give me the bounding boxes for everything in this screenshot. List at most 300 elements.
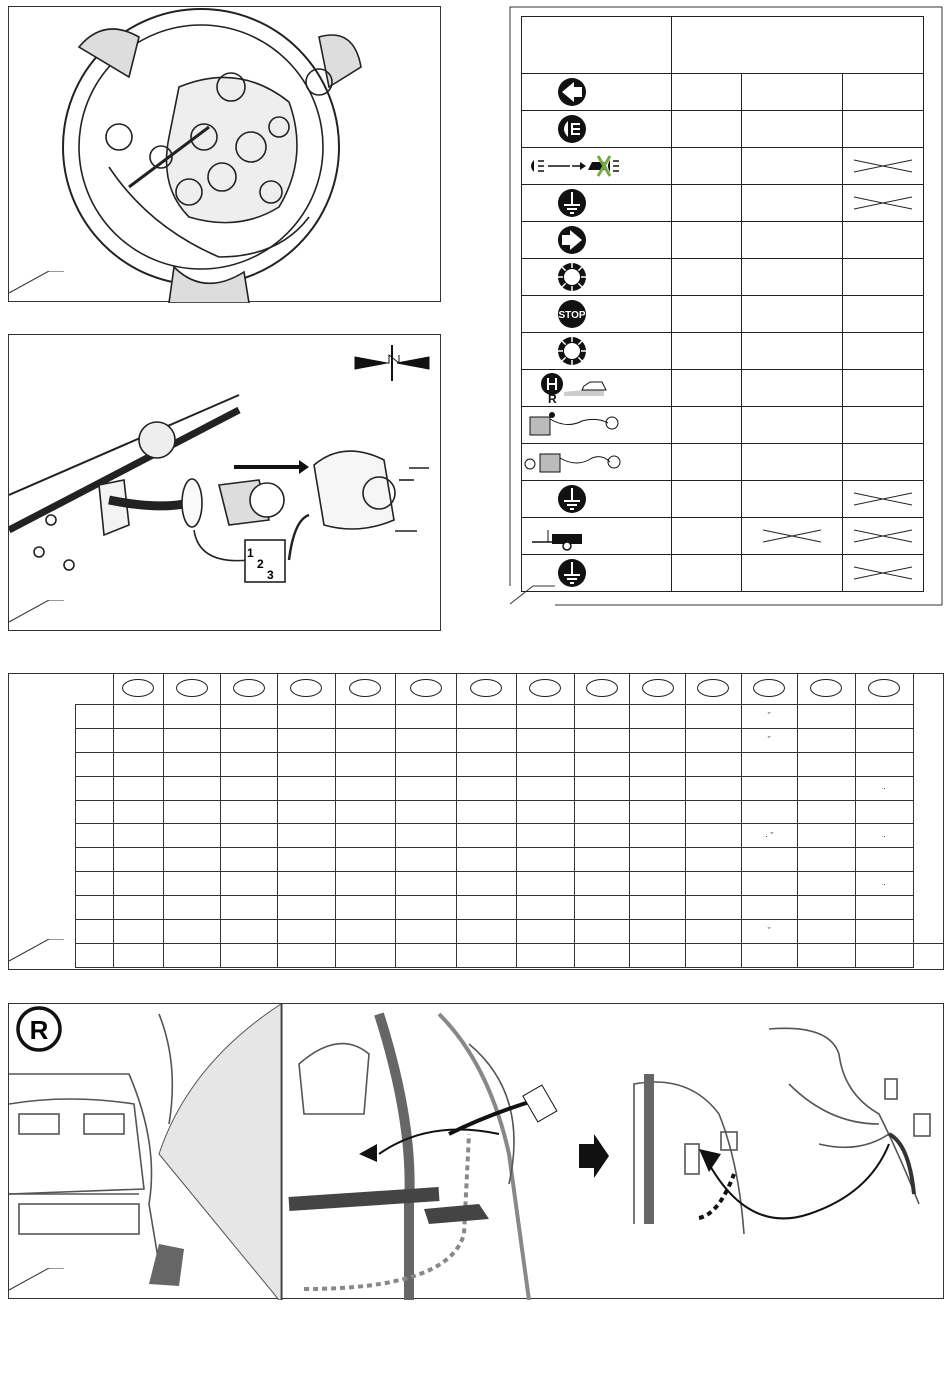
grid-cell	[114, 776, 163, 800]
grid-cell	[686, 848, 741, 872]
grid-cell	[913, 943, 943, 967]
grid-cell	[277, 728, 335, 752]
wiring-cell	[843, 259, 924, 296]
wiring-cell	[742, 148, 843, 185]
pin-oval	[470, 679, 502, 697]
wiring-cell	[843, 222, 924, 259]
grid-cell	[395, 920, 456, 944]
grid-cell	[163, 800, 220, 824]
grid-cell	[575, 896, 630, 920]
grid-row	[76, 896, 944, 920]
grid-cell	[630, 752, 686, 776]
grid-cell	[114, 896, 163, 920]
right-indicator-icon	[522, 224, 622, 256]
wiring-cell	[742, 185, 843, 222]
grid-cell	[395, 943, 456, 967]
grid-cell	[456, 705, 516, 729]
trailer-detection-icon	[522, 520, 622, 552]
grid-cell	[913, 705, 943, 729]
pin-oval	[753, 679, 785, 697]
grid-cell	[114, 848, 163, 872]
grid-cell	[456, 896, 516, 920]
grid-cell	[797, 943, 855, 967]
grid-header	[76, 674, 944, 705]
not-connected-cross	[852, 156, 914, 176]
wiring-cell	[843, 518, 924, 555]
grid-cell	[575, 920, 630, 944]
wiring-cell	[672, 481, 742, 518]
grid-cell	[797, 800, 855, 824]
pin-oval	[868, 679, 900, 697]
grid-cell	[575, 848, 630, 872]
grid-cell	[395, 705, 456, 729]
grid-cell	[913, 752, 943, 776]
grid-cell	[76, 705, 114, 729]
grid-cell	[686, 752, 741, 776]
grid-cell	[855, 848, 913, 872]
grid-cell	[630, 920, 686, 944]
svg-text:STOP: STOP	[558, 310, 586, 321]
wiring-cell	[843, 370, 924, 407]
grid-cell	[395, 728, 456, 752]
grid-cell	[575, 728, 630, 752]
grid-cell	[741, 920, 797, 944]
wiring-cell	[672, 555, 742, 592]
grid-cell	[630, 728, 686, 752]
wiring-cell	[843, 444, 924, 481]
grid-tick: ·	[882, 878, 886, 889]
grid-cell	[76, 824, 114, 848]
grid-cell	[335, 800, 395, 824]
grid-cell	[220, 800, 277, 824]
grid-cell	[395, 848, 456, 872]
grid-cell	[456, 728, 516, 752]
wiring-cell	[742, 481, 843, 518]
grid-cell	[335, 776, 395, 800]
grid-cell	[741, 752, 797, 776]
grid-cell	[686, 776, 741, 800]
battery-permanent-plus-icon	[522, 409, 622, 441]
grid-tick: · ˇ	[764, 830, 774, 841]
grid-cell	[630, 943, 686, 967]
grid-cell	[395, 776, 456, 800]
grid-cell	[686, 800, 741, 824]
grid-cell	[741, 824, 797, 848]
grid-cell	[855, 728, 913, 752]
socket-face-panel	[8, 6, 441, 302]
not-connected-cross	[852, 193, 914, 213]
not-connected-cross	[761, 526, 823, 546]
grid-cell	[277, 872, 335, 896]
wiring-table-panel	[505, 6, 943, 606]
pin-oval	[642, 679, 674, 697]
fog-light-cutoff-icon	[522, 150, 622, 182]
wiring-cell	[672, 74, 742, 111]
wiring-cell	[742, 370, 843, 407]
grid-cell	[456, 943, 516, 967]
wiring-cell	[843, 555, 924, 592]
vehicle-install-panel	[8, 1003, 944, 1299]
pin-oval	[290, 679, 322, 697]
grid-tick: ·	[882, 830, 886, 841]
wiring-cell	[843, 481, 924, 518]
right-tail-light-icon	[522, 261, 622, 293]
wiring-cell	[742, 74, 843, 111]
grid-cell	[456, 920, 516, 944]
grid-cell	[855, 800, 913, 824]
grid-cell	[335, 728, 395, 752]
grid-cell	[76, 752, 114, 776]
grid-tick: ·	[882, 783, 886, 794]
grid-cell	[163, 943, 220, 967]
grid-cell	[686, 824, 741, 848]
grid-cell	[220, 728, 277, 752]
grid-cell	[855, 776, 913, 800]
grid-cell	[797, 872, 855, 896]
not-connected-cross	[852, 489, 914, 509]
wiring-row	[522, 518, 924, 555]
grid-cell	[456, 848, 516, 872]
grid-cell	[220, 824, 277, 848]
grid-cell	[855, 752, 913, 776]
grid-cell	[855, 824, 913, 848]
wiring-cell	[742, 444, 843, 481]
grid-cell	[797, 705, 855, 729]
grid-cell	[76, 872, 114, 896]
wiring-cell	[672, 222, 742, 259]
wiring-cell	[843, 74, 924, 111]
grid-cell	[913, 896, 943, 920]
wiring-row	[522, 407, 924, 444]
grid-cell	[686, 872, 741, 896]
registered-letter: R	[29, 1015, 49, 1045]
grid-cell	[855, 896, 913, 920]
pin-oval	[122, 679, 154, 697]
wiring-cell	[742, 111, 843, 148]
pin-label-2: 2	[257, 557, 264, 571]
wiring-cell	[672, 148, 742, 185]
assembly-illustration	[9, 335, 442, 632]
grid-cell	[516, 776, 574, 800]
grid-cell	[686, 728, 741, 752]
assembly-panel	[8, 334, 441, 631]
pin-oval	[697, 679, 729, 697]
grid-row	[76, 705, 944, 729]
grid-cell	[220, 943, 277, 967]
grid-cell	[686, 920, 741, 944]
grid-row	[76, 824, 944, 848]
grid-row	[76, 943, 944, 967]
grid-cell	[516, 800, 574, 824]
grid-cell	[277, 705, 335, 729]
grid-cell	[855, 872, 913, 896]
wiring-row	[522, 555, 924, 592]
grid-cell	[741, 896, 797, 920]
grid-cell	[741, 848, 797, 872]
grid-cell	[277, 943, 335, 967]
grid-cell	[220, 872, 277, 896]
wiring-cell	[672, 518, 742, 555]
wiring-row	[522, 481, 924, 518]
wiring-cell	[742, 259, 843, 296]
grid-cell	[163, 848, 220, 872]
grid-cell	[220, 752, 277, 776]
grid-row	[76, 848, 944, 872]
grid-cell	[575, 705, 630, 729]
grid-cell	[76, 728, 114, 752]
grid-cell	[220, 920, 277, 944]
grid-cell	[335, 705, 395, 729]
grid-cell	[277, 920, 335, 944]
grid-cell	[220, 848, 277, 872]
grid-cell	[114, 752, 163, 776]
grid-cell	[76, 848, 114, 872]
wiring-cell	[843, 296, 924, 333]
pin-oval	[529, 679, 561, 697]
grid-row	[76, 776, 944, 800]
reverse-light-icon	[522, 372, 622, 404]
grid-cell	[741, 776, 797, 800]
grid-cell	[456, 824, 516, 848]
corner-mark	[9, 271, 64, 301]
not-connected-cross	[852, 526, 914, 546]
wiring-cell	[672, 333, 742, 370]
grid-cell	[630, 824, 686, 848]
grid-cell	[163, 920, 220, 944]
grid-cell	[855, 943, 913, 967]
grid-cell	[76, 896, 114, 920]
wiring-cell	[672, 370, 742, 407]
wiring-row	[522, 259, 924, 296]
svg-text:R: R	[548, 392, 557, 404]
pin-label-1: 1	[247, 546, 254, 560]
grid-cell	[220, 705, 277, 729]
grid-tick: ˇ	[767, 735, 771, 746]
grid-cell	[114, 705, 163, 729]
pin-oval	[410, 679, 442, 697]
grid-cell	[76, 920, 114, 944]
grid-cell	[277, 824, 335, 848]
grid-cell	[797, 920, 855, 944]
corner-mark	[9, 1268, 64, 1298]
grid-cell	[163, 776, 220, 800]
wiring-table	[521, 16, 924, 592]
grid-cell	[456, 872, 516, 896]
grid-cell	[913, 920, 943, 944]
grid-cell	[395, 896, 456, 920]
grid-cell	[741, 872, 797, 896]
grid-cell	[516, 872, 574, 896]
grid-cell	[630, 800, 686, 824]
grid-cell	[630, 896, 686, 920]
wiring-row	[522, 148, 924, 185]
grid-cell	[686, 943, 741, 967]
wiring-row	[522, 185, 924, 222]
grid-cell	[797, 752, 855, 776]
grid-cell	[913, 800, 943, 824]
grid-cell	[630, 872, 686, 896]
not-connected-cross	[852, 563, 914, 583]
grid-cell	[335, 943, 395, 967]
pin-label-3: 3	[267, 568, 274, 582]
grid-cell	[277, 752, 335, 776]
connection-grid-panel	[8, 673, 944, 970]
grid-cell	[516, 705, 574, 729]
grid-tick: ˇ	[767, 926, 771, 937]
wiring-table-header	[522, 17, 924, 74]
grid-cell	[395, 872, 456, 896]
grid-cell	[163, 824, 220, 848]
wiring-cell	[843, 185, 924, 222]
grid-row	[76, 920, 944, 944]
grid-cell	[277, 800, 335, 824]
grid-cell	[575, 824, 630, 848]
grid-cell	[516, 943, 574, 967]
vehicle-install-illustration	[9, 1004, 945, 1300]
grid-cell	[114, 824, 163, 848]
grid-cell	[630, 848, 686, 872]
left-tail-light-icon	[522, 335, 622, 367]
grid-cell	[797, 728, 855, 752]
wiring-row	[522, 370, 924, 407]
grid-cell	[686, 705, 741, 729]
grid-cell	[335, 752, 395, 776]
grid-cell	[516, 896, 574, 920]
rear-fog-light-icon	[522, 113, 622, 145]
grid-cell	[630, 776, 686, 800]
grid-cell	[456, 752, 516, 776]
grid-cell	[163, 896, 220, 920]
grid-cell	[335, 872, 395, 896]
grid-cell	[163, 872, 220, 896]
grid-cell	[335, 896, 395, 920]
grid-cell	[76, 800, 114, 824]
pin-oval	[349, 679, 381, 697]
wiring-cell	[742, 296, 843, 333]
socket-face-illustration	[9, 7, 442, 303]
grid-cell	[855, 705, 913, 729]
grid-cell	[277, 848, 335, 872]
grid-cell	[516, 752, 574, 776]
wiring-cell	[672, 111, 742, 148]
grid-cell	[76, 943, 114, 967]
ground-icon	[522, 187, 622, 219]
grid-cell	[630, 705, 686, 729]
grid-cell	[913, 872, 943, 896]
left-indicator-icon	[522, 76, 622, 108]
grid-cell	[575, 943, 630, 967]
ignition-plus-icon	[522, 446, 622, 478]
grid-cell	[855, 920, 913, 944]
grid-cell	[516, 920, 574, 944]
grid-cell	[516, 728, 574, 752]
wiring-cell	[672, 296, 742, 333]
grid-cell	[913, 824, 943, 848]
grid-cell	[741, 800, 797, 824]
grid-cell	[335, 848, 395, 872]
grid-row	[76, 800, 944, 824]
grid-cell	[797, 848, 855, 872]
grid-cell	[516, 848, 574, 872]
wiring-row	[522, 333, 924, 370]
pin-oval	[810, 679, 842, 697]
wiring-cell	[843, 111, 924, 148]
wiring-cell	[742, 407, 843, 444]
wiring-row	[522, 296, 924, 333]
grid-cell	[114, 872, 163, 896]
next-step-arrow-icon	[579, 1134, 609, 1178]
corner-mark	[9, 939, 64, 969]
grid-cell	[741, 705, 797, 729]
grid-cell	[741, 943, 797, 967]
grid-cell	[456, 776, 516, 800]
pin-oval	[586, 679, 618, 697]
grid-cell	[114, 728, 163, 752]
grid-cell	[913, 728, 943, 752]
grid-cell	[797, 776, 855, 800]
wiring-cell	[742, 555, 843, 592]
wiring-row	[522, 444, 924, 481]
grid-cell	[575, 752, 630, 776]
wiring-cell	[742, 518, 843, 555]
ground-icon	[522, 557, 622, 589]
grid-cell	[76, 776, 114, 800]
stop-light-icon	[522, 298, 622, 330]
grid-cell	[395, 752, 456, 776]
wiring-cell	[843, 333, 924, 370]
grid-cell	[277, 896, 335, 920]
grid-cell	[797, 896, 855, 920]
wiring-row	[522, 111, 924, 148]
grid-cell	[456, 800, 516, 824]
grid-cell	[575, 872, 630, 896]
wiring-cell	[672, 185, 742, 222]
wiring-cell	[843, 407, 924, 444]
grid-cell	[395, 800, 456, 824]
grid-cell	[913, 776, 943, 800]
grid-row	[76, 872, 944, 896]
corner-mark	[9, 600, 64, 630]
wiring-row	[522, 222, 924, 259]
wiring-cell	[672, 444, 742, 481]
ground-icon	[522, 483, 622, 515]
grid-cell	[114, 920, 163, 944]
grid-cell	[114, 800, 163, 824]
pin-oval	[233, 679, 265, 697]
wiring-cell	[672, 407, 742, 444]
wiring-cell	[742, 333, 843, 370]
grid-cell	[277, 776, 335, 800]
grid-cell	[335, 824, 395, 848]
wiring-cell	[742, 222, 843, 259]
grid-cell	[163, 752, 220, 776]
grid-cell	[220, 896, 277, 920]
grid-cell	[163, 728, 220, 752]
grid-cell	[516, 824, 574, 848]
connection-grid	[75, 674, 943, 968]
grid-cell	[163, 705, 220, 729]
grid-cell	[913, 848, 943, 872]
grid-cell	[395, 824, 456, 848]
grid-cell	[335, 920, 395, 944]
pin-oval	[176, 679, 208, 697]
grid-cell	[575, 776, 630, 800]
grid-cell	[220, 776, 277, 800]
grid-row	[76, 752, 944, 776]
wiring-row	[522, 74, 924, 111]
grid-cell	[114, 943, 163, 967]
grid-cell	[686, 896, 741, 920]
